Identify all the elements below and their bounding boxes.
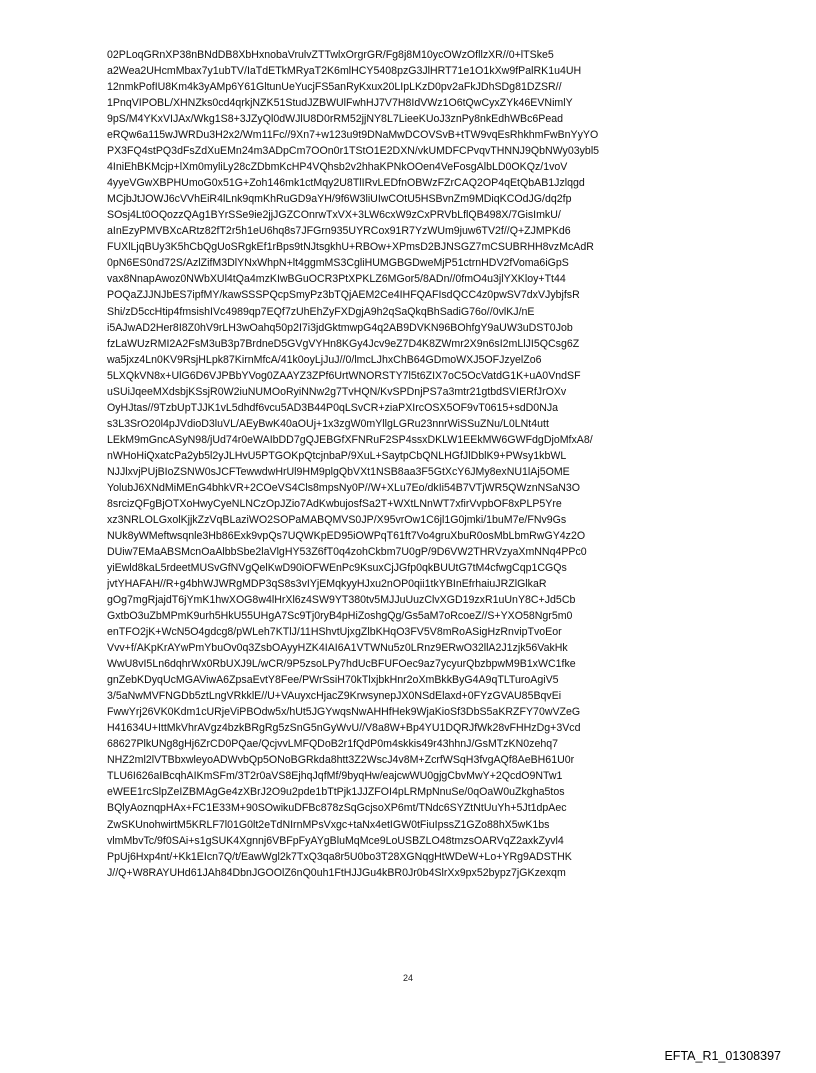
- text-line: 12nmkPofIU8Km4k3yAMp6Y61GltunUeYucjFS5anRyKxux20LIpLKzD0pv2aFkJDhSDg81DZSR//: [107, 81, 562, 94]
- text-line: 1PnqVIPOBL/XHNZks0cd4qrkjNZK51StudJZBWUlFwhHJ7V7H8IdVWz1O6tQwCyxZYk46EVNimlY: [107, 97, 573, 110]
- text-line: J//Q+W8RAYUHd61JAh84DbnJGOOlZ6nQ0uh1FtHJJGu4kBR0Jr0b4SlrXx9px52bypz7jGKzexqm: [107, 866, 566, 879]
- text-line: MCjbJtJOWJ6cVVhEiR4lLnk9qmKhRuGD9aYH/9f6W3liUIwCOtU5HSBvnZm9MDiqKCOdJG/dq2fp: [107, 193, 572, 206]
- text-line: uSUiJqeeMXdsbjKSsjR0W2iuNUMOoRyiNNw2g7TvHQN/KvSPDnjPS7a3mtr21gtbdSVIERfJrOXv: [107, 385, 567, 398]
- text-line: NHZ2ml2lVTBbxwleyoADWvbQp5ONoBGRkda8htt3Z2WscJ4v8M+ZcrfWSqH3fvgAQf8AeBH61U0r: [107, 754, 575, 767]
- text-line: eWEE1rcSlpZeIZBMAgGe4zXBrJ2O9u2pde1bTtPjk1JJZFOI4pLRMpNnuSe/0qOaW0uZkgha5tos: [107, 786, 565, 799]
- text-line: eRQw6a115wJWRDu3H2x2/Wm11Fc//9Xn7+w123u9t9DNaMwDCOVSvB+tTW9vqEsRhkhmFwBnYyYO: [107, 129, 599, 142]
- text-line: vax8NnapAwoz0NWbXUl4tQa4mzKIwBGuOCR3PtXPKLZ6MGor5/8ADn//0fmO4u3jlYXKloy+Tt44: [107, 273, 566, 286]
- text-line: 0pN6ES0nd72S/AzlZifM3DlYNxWhpN+lt4ggmMS3CgliHUMGBGDweMjP51ctrnHDV2fVoma6iGpS: [107, 257, 569, 270]
- text-line: xz3NRLOLGxolKjjkZzVqBLaziWO2SOPaMABQMVS0JP/X95vrOw1C6jl1G0jmki/1buM7e/FNv9Gs: [107, 513, 567, 526]
- text-line: PpUj6Hxp4nt/+Kk1EIcn7Q/t/EawWgl2k7TxQ3qa8r5U0bo3T28XGNqgHtWDeW+Lo+YRg9ADSTHK: [107, 850, 572, 863]
- text-line: 02PLoqGRnXP38nBNdDB8XbHxnobaVrulvZTTwlxOrgrGR/Fg8j8M10ycOWzOfllzXR//0+lTSke5: [107, 49, 554, 61]
- text-line: BQlyAoznqpHAx+FC1E33M+90SOwikuDFBc878zSqGcjsoXP6mt/TNdc6SYZtNtUuYh+5Jt1dpAec: [107, 802, 567, 815]
- text-line: gnZebKDyqUcMGAViwA6ZpsaEvtY8Fee/PWrSsiH70kTlxjbkHnr2oXmBkkByG4A9qTLTuroAgiV5: [107, 674, 559, 687]
- page-number: 24: [402, 973, 413, 983]
- text-line: LEkM9mGncASyN98/jUd74r0eWAIbDD7gQJEBGfXFNRuF2SP4ssxDKLW1EEkMW6GWFdgDjoMfxA8/: [107, 433, 593, 446]
- text-line: 8srcizQFgBjOTXoHwyCyeNLNCzOpJZio7AdKwbujosfSa2T+WXtLNnWT7xfirVvpbOF8xPLP5Yre: [107, 497, 562, 510]
- text-line: 5LXQkVN8x+UlG6D6VJPBbYVog0ZAAYZ3ZPf6UrtWNORSTY7l5t6ZIX7oC5OcVatdG1K+uA0VndSF: [107, 369, 581, 382]
- text-line: Shi/zD5ccHtip4fmsishIVc4989qp7EQf7zUhEhZyFXDgjA9h2qSaQkqBhSadiG76o//0vlKJ/nE: [107, 305, 535, 318]
- text-line: ZwSKUnohwirtM5KRLF7l01G0lt2eTdNIrnMPsVxgc+taNx4etIGW0tFiuIpssZ1GZo88hX5wK1bs: [107, 818, 550, 831]
- text-line: enTFO2jK+WcN5O4gdcg8/pWLeh7KTlJ/11HShvtUjxgZlbKHqO3FV5V8mRoASigHzRnvipTvoEor: [107, 626, 562, 639]
- text-line: POQaZJJNJbES7ipfMY/kawSSSPQcpSmyPz3bTQjAEM2Ce4IHFQAFIsdQCC4z0pwSV7dxVJybjfsR: [107, 289, 580, 302]
- text-line: Vvv+f/AKpKrAYwPmYbuOv0q3ZsbOAyyHZK4IAI6A1VTWNu5z0LRnz9ERwO32llA2J1zjk56VakHk: [107, 642, 568, 655]
- text-line: GxtbO3uZbMPmK9urh5HkU55UHgA7Sc9Tj0ryB4pHiZoshgQg/Gs5aM7oRcoeZ//S+YXO58Ngr5m0: [107, 610, 573, 623]
- text-line: gOg7mgRjajdT6jYmK1hwXOG8w4lHrXl6z4SW9YT380tv5MJJuUuzClvXGD19zxR1uUnY8C+Jd5Cb: [107, 594, 576, 607]
- text-line: H41634U+IttMkVhrAVgz4bzkBRgRg5zSnG5nGyWvU//V8a8W+Bp4YU1DQRJfWk28vFHHzDg+3Vcd: [107, 722, 581, 735]
- encoded-text-block: [107, 47, 747, 881]
- text-line: 68627PlkUNg8gHj6ZrCD0PQae/QcjvvLMFQDoB2r1fQdP0m4skkis49r43hhnJ/GsMTzKN0zehq7: [107, 738, 559, 751]
- text-line: NUk8yWMeftwsqnle3Hb86Exk9vpQs7UQWKpED95iOWPqT61ft7Vo4gruXbuR0osMbLbmRwGY4z2O: [107, 529, 586, 542]
- document-id: EFTA_R1_01308397: [664, 1049, 781, 1063]
- text-line: yiEwld8kaL5rdeetMUSvGfNVgQelKwD90iOFWEnPc9KsuxCjJGfp0qkBUUtG7tM4cfwgCqp1CGQs: [107, 562, 567, 574]
- text-line: wa5jxz4Ln0KV9RsjHLpk87KirnMfcA/41k0oyLjJuJ//0/lmcLJhxChB64GDmoWXJ5OFJzyelZo6: [107, 353, 542, 366]
- text-line: WwU8vI5Ln6dqhrWx0RbUXJ9L/wCR/9P5zsoLPy7hdUcBFUFOec9az7ycyurQbzbpwM9B1xWC1fke: [107, 658, 576, 671]
- text-line: 4yyeVGwXBPHUmoG0x51G+Zoh146mk1ctMqy2U8TlIRvLEDfnOBWzFZrCAQ2OP4qEtQbAB1Jzlqgd: [107, 177, 585, 190]
- text-line: aInEzyPMVBXcARtz82fT2r5h1eU6hq8s7JFGrn935UYRCox91R7YzWUm9juw6TV2f//Q+ZJMPKd6: [107, 225, 571, 238]
- text-line: s3L3SrO20l4pJVdioD3luVL/AEyBwK40aOUj+1x3zgW0mYllgLGRu23nnrWiSSuZNu/L0LNt4utt: [107, 417, 549, 430]
- text-line: vlmMbvTc/9f0SAi+s1gSUK4Xgnnj6VBFpFyAYgBluMqMce9LoUSBZLO48tmzsOARVqZ2axkZyvl4: [107, 834, 564, 847]
- text-line: NJJlxvjPUjBIoZSNW0sJCFTewwdwHrUl9HM9plgQbVXt1NSB8aa3F5GtXcY6JMy8exNU1lAj5OME: [107, 465, 570, 478]
- text-line: TLU6I626aIBcqhAIKmSFm/3T2r0aVS8EjhqJqfMf/9byqHw/eajcwWU0gjgCbvMwY+2QcdO9NTw1: [107, 770, 563, 783]
- text-line: a2Wea2UHcmMbax7y1ubTV/IaTdETkMRyaT2K6mlHCY5408pzG3JlHRT71e1O1kXw9fPalRK1u4UH: [107, 65, 582, 78]
- text-line: 9pS/M4YKxVIJAx/Wkg1S8+3JZyQl0dWJlU8D0rRM52jjNY8L7LieeKUoJ3znPy8nkEdhWBc6Pead: [107, 113, 564, 126]
- text-line: i5AJwAD2Her8I8Z0hV9rLH3wOahq50p2I7i3jdGktmwpG4q2AB9DVKN96BOhfgY9aUW3uDST0Job: [107, 321, 573, 334]
- text-line: 3/5aNwMVFNGDb5ztLngVRkklE//U+VAuyxcHjacZ9KrwsynepJX0NSdElaxd+0FYzGVAU85BqvEi: [107, 690, 562, 703]
- text-line: nWHoHiQxatcPa2yb5l2yJLHvU5PTGOKpQtcjnbaP/9XuL+SaytpCbQNLHGfJlDblK9+PWsy1kbWL: [107, 449, 567, 462]
- text-line: 4IniEhBKMcjp+lXm0myliLy28cZDbmKcHP4VQhsb2v2hhaKPNkOOen4VeFosgAlbLD0OKQz/1voV: [107, 161, 568, 174]
- text-line: YolubJ6XNdMiMEnG4bhkVR+2COeVS4Cls8mpsNy0P//W+XLu7Eo/dkIi54B7VTjWR5QWznNSaN3O: [107, 481, 580, 494]
- text-line: FUXlLjqBUy3K5hCbQgUoSRgkEf1rBps9tNJtsgkhU+RBOw+XPmsD2BJNSGZ7mCSUBRHH8vzMcAdR: [107, 241, 594, 254]
- text-line: PX3FQ4stPQ3dFsZdXuEMn24m3ADpCm7OOn0r1TStO1E2DXN/vkUMDFCPvqvTHNNJ9QbNWy03ybl5: [107, 145, 600, 158]
- text-line: OyHJtas//9TzbUpTJJK1vL5dhdf6vcu5AD3B44P0qLSvCR+ziaPXIrcOSX5OF9vT0615+sdD0NJa: [107, 401, 559, 414]
- text-line: FwwYrj26VK0Kdm1cURjeViPBOdw5x/hUt5JGYwqsNwAHHfHek9WjaKioSf3DbS5aKRZFY70wVZeG: [107, 706, 581, 719]
- text-line: jvtYHAFAH//R+g4bhWJWRgMDP3qS8s3vIYjEMqkyyHJxu2nOP0qii1tkYBInEfrhaiuJRZlGlkaR: [107, 578, 547, 591]
- text-line: DUiw7EMaABSMcnOaAlbbSbe2laVlgHY53Z6fT0q4zohCkbm7U0gP/9D6VW2THRVzyaXmNNq4PPc0: [107, 545, 587, 558]
- text-line: fzLaWUzRMI2A2FsM3uB3p7BrdneD5GVgVYHn8KGy4Jcv9eZ7D4K8ZWmr2X9n6sI2mLlJI5QCsg6Z: [107, 337, 580, 350]
- text-line: SOsj4Lt0OQozzQAg1BYrSSe9ie2jjJGZCOnrwTxVX+3LW6cxW9zCxPRVbLflQB498X/7GisImkU/: [107, 209, 561, 222]
